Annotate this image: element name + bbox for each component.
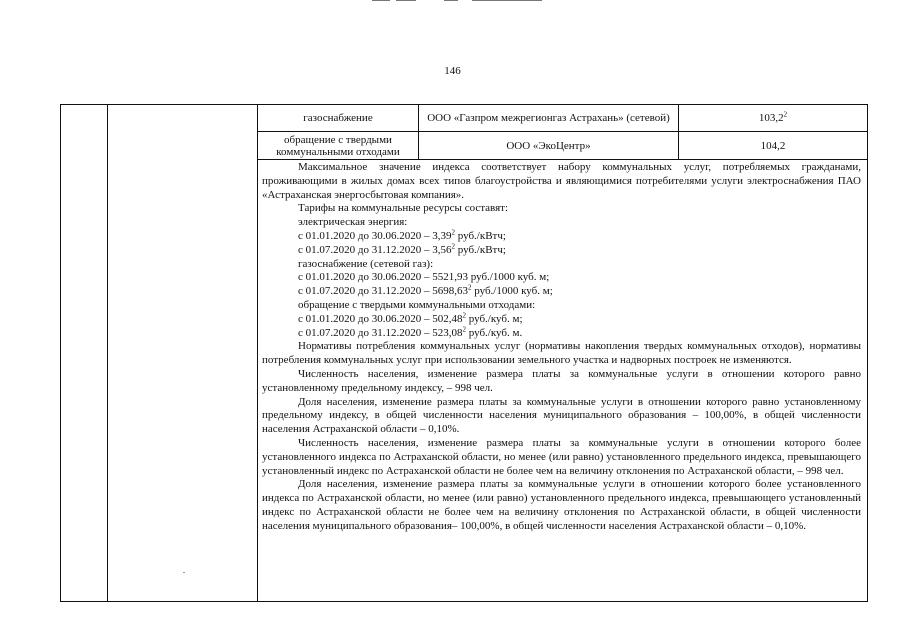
scan-speck [183,572,185,573]
service-name: газоснабжение [258,105,419,132]
header-mark [372,0,390,1]
service-name: обращение с твердыми коммунальными отходами [258,132,419,160]
tariff-line: с 01.01.2020 до 30.06.2020 – 5521,93 руб./1000 куб. м; [298,271,550,284]
share-paragraph: Доля населения, изменение размера платы за коммунальные услуги в отношении которого равно установленному предельному индексу, в общей численности населения муниципального образования – 100,00%, в общей численности населения Астраханской области – 0,10%. [262,395,861,436]
tariff-line: с 01.07.2020 до 31.12.2020 – 3,56$^2$ руб./кВтч; [298,242,506,256]
tariff-line: с 01.01.2020 до 30.06.2020 – 3,39$^2$ руб./кВтч; [298,228,506,242]
tariff-line: с 01.01.2020 до 30.06.2020 – 502,48$^2$ руб./куб. м; [298,311,523,325]
gas-label: газоснабжение (сетевой газ): [298,257,434,270]
empty-cell-number [61,105,108,602]
waste-label: обращение с твердыми коммунальными отходами: [298,298,536,311]
header-mark [396,0,416,1]
municipality-table [60,104,868,602]
header-mark [472,0,542,1]
empty-cell-municipality [108,105,258,602]
index-value: 104,2 [760,139,786,152]
header-marks [372,0,542,3]
description-cell [258,160,868,602]
header-mark [444,0,458,1]
intro-paragraph: Максимальное значение индекса соответствует набору коммунальных услуг, потребляемых гражданами, проживающими в жилых домах всех типов благоустройства и являющимися потребителями услуги электроснабжения ПАО «Астраханская энергосбытовая компания». [262,161,861,201]
electricity-label: электрическая энергия: [298,216,408,229]
page-number: 146 [444,65,461,77]
tariffs-heading: Тарифы на коммунальные ресурсы составят: [298,202,509,215]
index-value-cell [679,105,868,132]
index-value-cell [679,132,868,160]
index-value: 103,2 [758,112,784,124]
footnote-marker: 2 [783,110,788,119]
population-deviation-paragraph: Численность населения, изменение размера платы за коммунальные услуги в отношении которого более установленного индекса по Астраханской области, но менее (или равно) установленного предельного индекса, превышающего установленный индекс по Астраханской области не более чем на величину отклонения по Астраханской области, – 998 чел. [262,436,861,477]
organization-name: ООО «ЭкоЦентр» [419,132,679,160]
population-paragraph: Численность населения, изменение размера платы за коммунальные услуги в отношении которого равно установленному предельному индексу, – 998 чел. [262,367,861,394]
share-deviation-paragraph: Доля населения, изменение размера платы за коммунальные услуги в отношении которого более установленного индекса по Астраханской области, но менее (или равно) установленного предельного индекса, превышающего установленный индекс по Астраханской области не более чем на величину отклонения по Астраханской области, в общей численности населения муниципального образования– 100,00%, в общей численности населения Астраханской области – 0,10%. [262,478,861,532]
organization-name: ООО «Газпром межрегионгаз Астрахань» (сетевой) [419,105,679,132]
norms-paragraph: Нормативы потребления коммунальных услуг (нормативы накопления твердых коммунальных отходов), нормативы потребления коммунальных услуг при использовании земельного участка и надворных построек не изменяются. [262,340,861,367]
tariff-line: с 01.07.2020 до 31.12.2020 – 5698,63$^2$ руб./1000 куб. м; [298,283,553,298]
table-row [61,105,868,132]
tariff-line: с 01.07.2020 до 31.12.2020 – 523,08$^2$ руб./куб. м. [298,324,523,339]
